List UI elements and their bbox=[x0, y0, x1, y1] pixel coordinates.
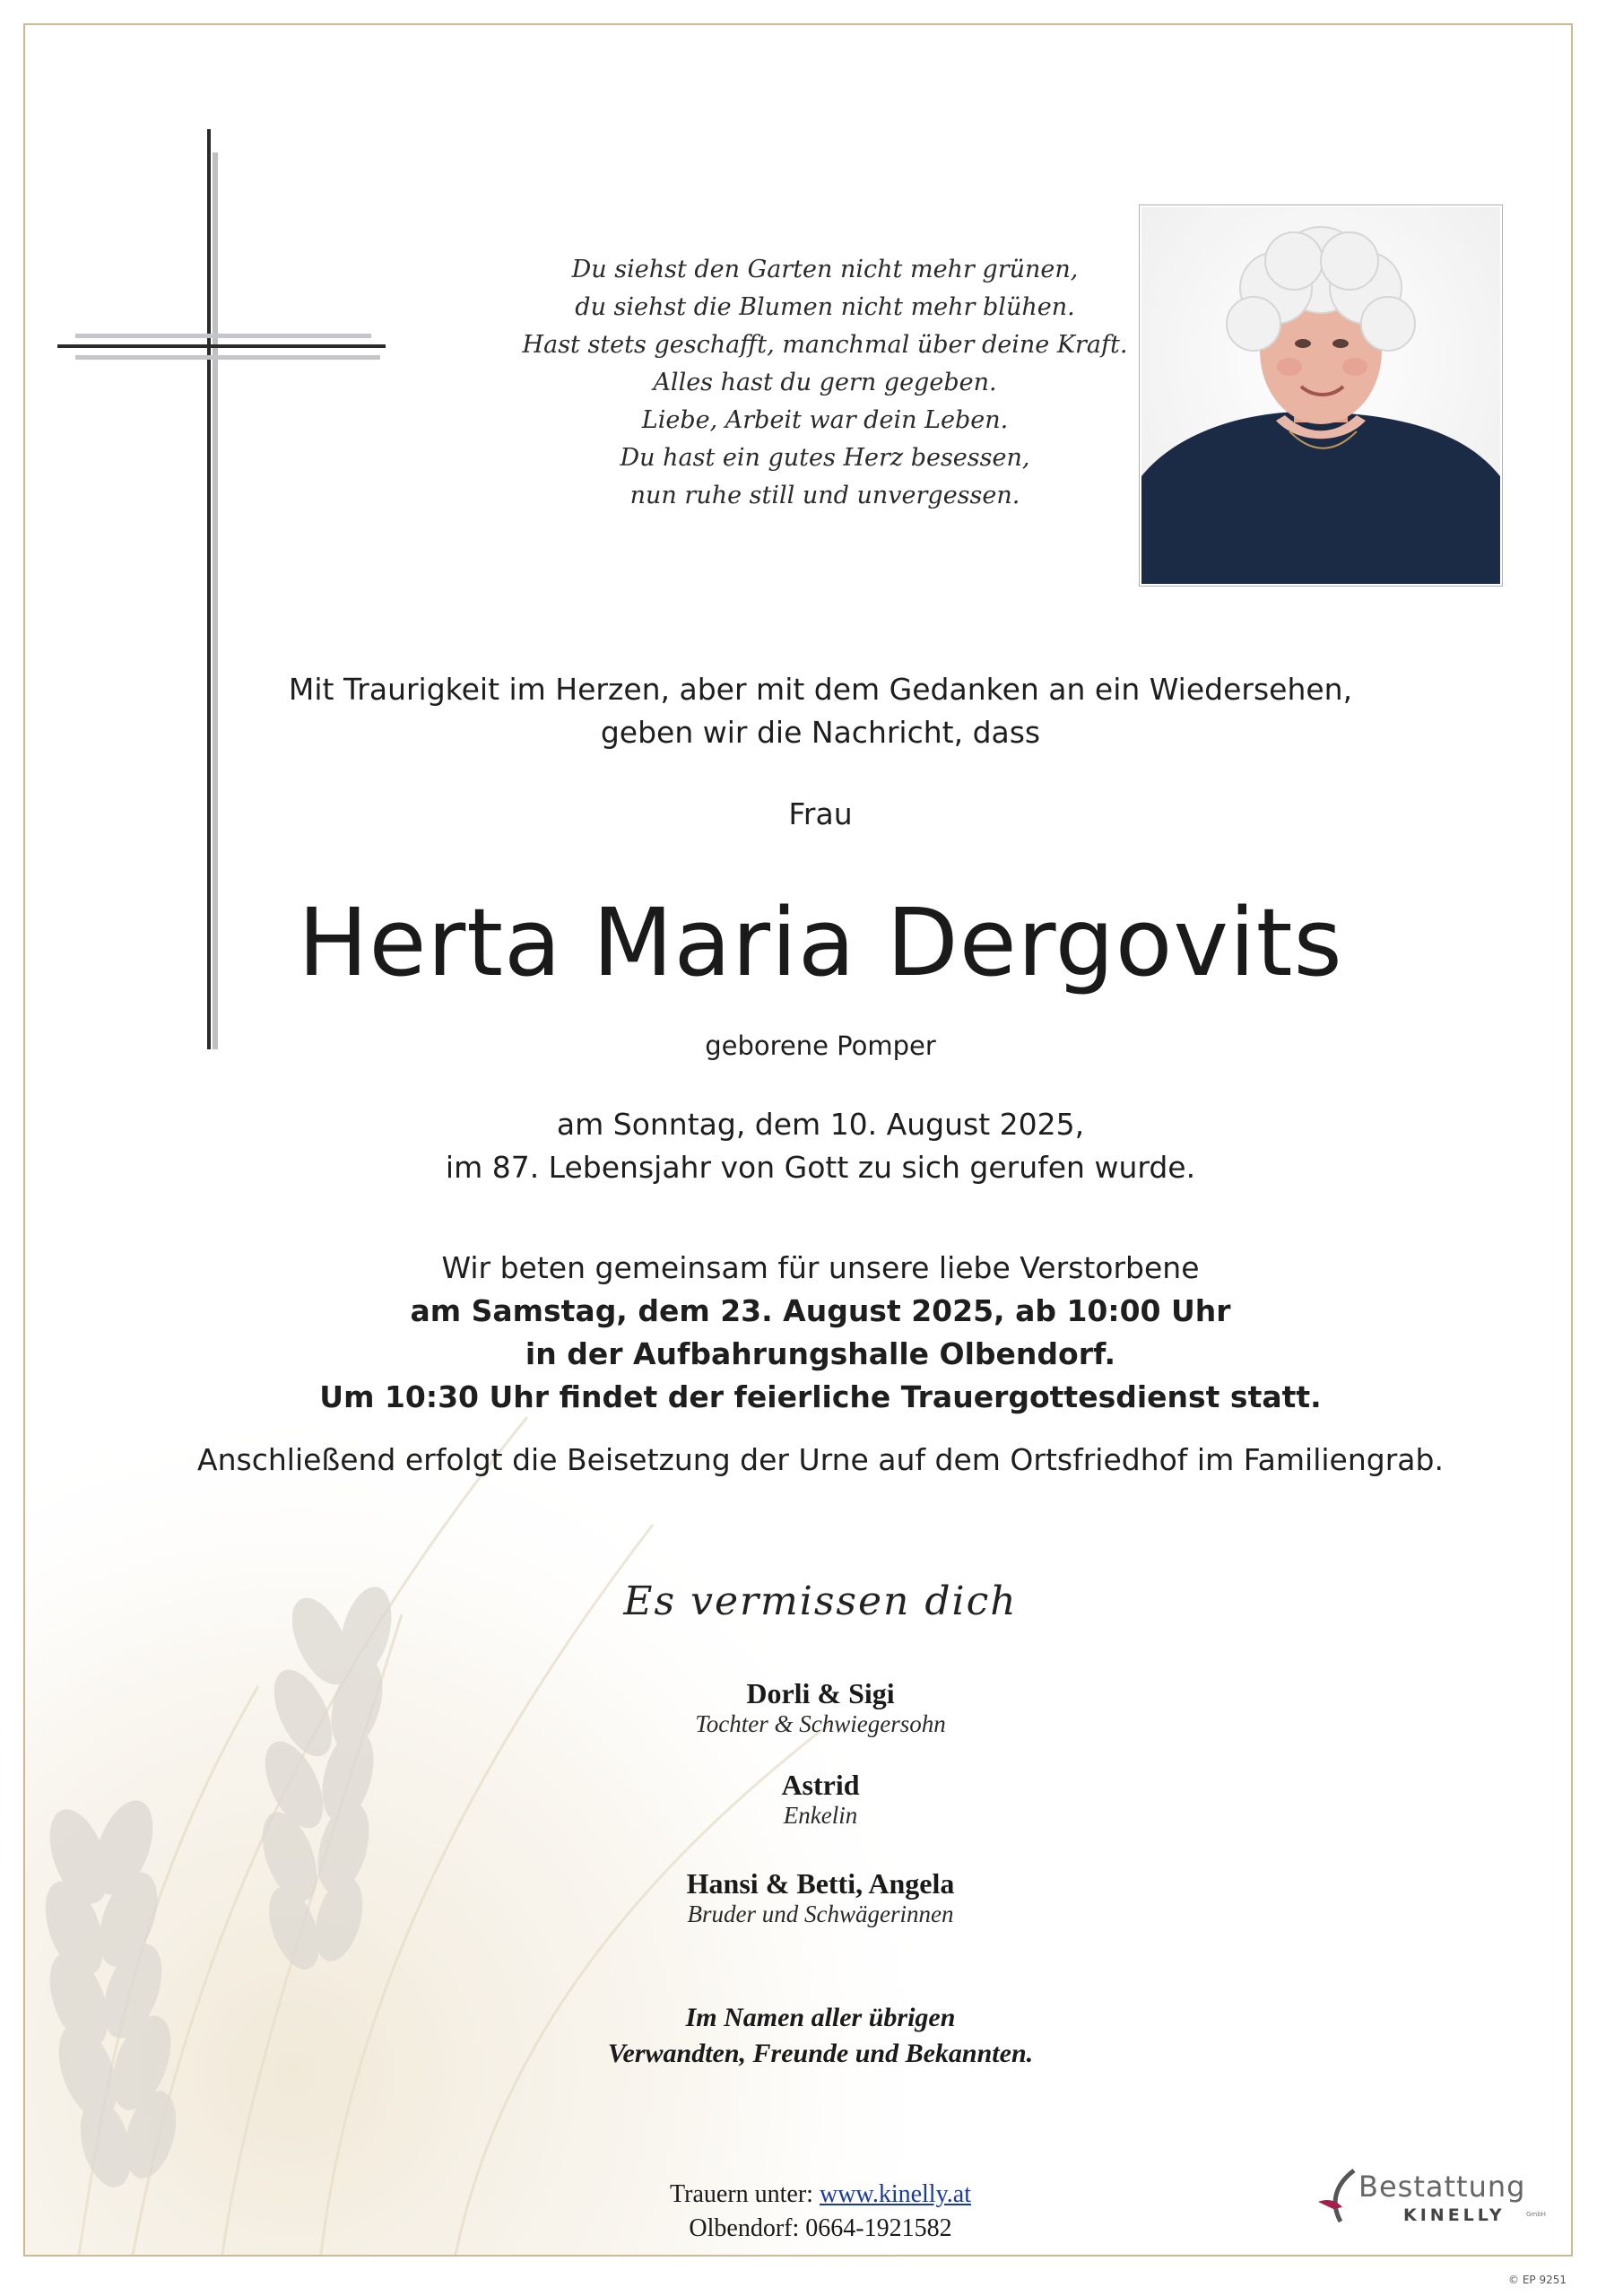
poem-line: Liebe, Arbeit war dein Leben. bbox=[641, 406, 1009, 434]
death-notice bbox=[161, 1103, 1480, 1189]
logo-line-1: Bestattung bbox=[1358, 2170, 1526, 2204]
intro-line-1: Mit Traurigkeit im Herzen, aber mit dem Gedanken an ein Wiedersehen, bbox=[288, 672, 1353, 707]
logo-suffix: GmbH bbox=[1526, 2211, 1546, 2218]
deceased-name: Herta Maria Dergovits bbox=[298, 888, 1343, 997]
bestattung-kinelly-logo bbox=[1314, 2166, 1565, 2233]
poem-line: Du siehst den Garten nicht mehr grünen, bbox=[571, 256, 1079, 283]
footer-contact bbox=[161, 2178, 1480, 2246]
poem-line: Alles hast du gern gegeben. bbox=[653, 369, 997, 396]
mourner-relation: Bruder und Schwägerinnen bbox=[687, 1900, 954, 1927]
service-line-1: Wir beten gemeinsam für unsere liebe Verstorbene bbox=[441, 1250, 1200, 1285]
poem-line: Hast stets geschafft, manchmal über deine Kraft. bbox=[522, 331, 1128, 359]
service-line-2: am Samstag, dem 23. August 2025, ab 10:00 Uhr bbox=[410, 1293, 1231, 1328]
mourner-name: Dorli & Sigi bbox=[746, 1677, 895, 1709]
salutation: Frau bbox=[788, 796, 853, 831]
service-details bbox=[161, 1247, 1480, 1419]
service-line-3: in der Aufbahrungshalle Olbendorf. bbox=[525, 1336, 1116, 1371]
mourner-relation: Tochter & Schwiegersohn bbox=[695, 1710, 946, 1737]
footer-label: Trauern unter: bbox=[670, 2180, 813, 2208]
mourner-relation: Enkelin bbox=[783, 1802, 858, 1829]
mourner-name: Hansi & Betti, Angela bbox=[686, 1867, 955, 1900]
logo-line-2: KINELLY bbox=[1403, 2205, 1506, 2225]
portrait-photo bbox=[1139, 204, 1503, 587]
death-line-2: im 87. Lebensjahr von Gott zu sich gerufen wurde. bbox=[445, 1150, 1196, 1185]
intro-line-2: geben wir die Nachricht, dass bbox=[600, 715, 1041, 750]
poem-line: du siehst die Blumen nicht mehr blühen. bbox=[575, 293, 1075, 321]
website-link[interactable]: www.kinelly.at bbox=[819, 2180, 971, 2208]
mourner-entry bbox=[161, 1677, 1480, 1738]
poem-line: Du hast ein gutes Herz besessen, bbox=[620, 444, 1030, 472]
death-line-1: am Sonntag, dem 10. August 2025, bbox=[556, 1107, 1085, 1142]
portrait-image bbox=[1141, 207, 1500, 584]
closing-line-2: Verwandten, Freunde und Bekannten. bbox=[607, 2039, 1034, 2068]
mourners-heading: Es vermissen dich bbox=[623, 1578, 1018, 1624]
footer-phone: Olbendorf: 0664-1921582 bbox=[689, 2214, 952, 2242]
footer-website-line bbox=[161, 2178, 1480, 2212]
mourner-entry bbox=[161, 1867, 1480, 1928]
print-code: © EP 9251 bbox=[1508, 2274, 1567, 2286]
intro-text bbox=[161, 668, 1480, 754]
birth-name: geborene Pomper bbox=[705, 1031, 936, 1061]
poem-line: nun ruhe still und unvergessen. bbox=[629, 482, 1020, 509]
burial-notice: Anschließend erfolgt die Beisetzung der Urne auf dem Ortsfriedhof im Familiengrab. bbox=[197, 1442, 1444, 1477]
mourner-entry bbox=[161, 1769, 1480, 1830]
closing-line-1: Im Namen aller übrigen bbox=[685, 2003, 956, 2032]
service-line-4: Um 10:30 Uhr findet der feierliche Trauergottesdienst statt. bbox=[319, 1379, 1322, 1414]
mourner-name: Astrid bbox=[781, 1769, 860, 1801]
closing-text bbox=[161, 2000, 1480, 2072]
